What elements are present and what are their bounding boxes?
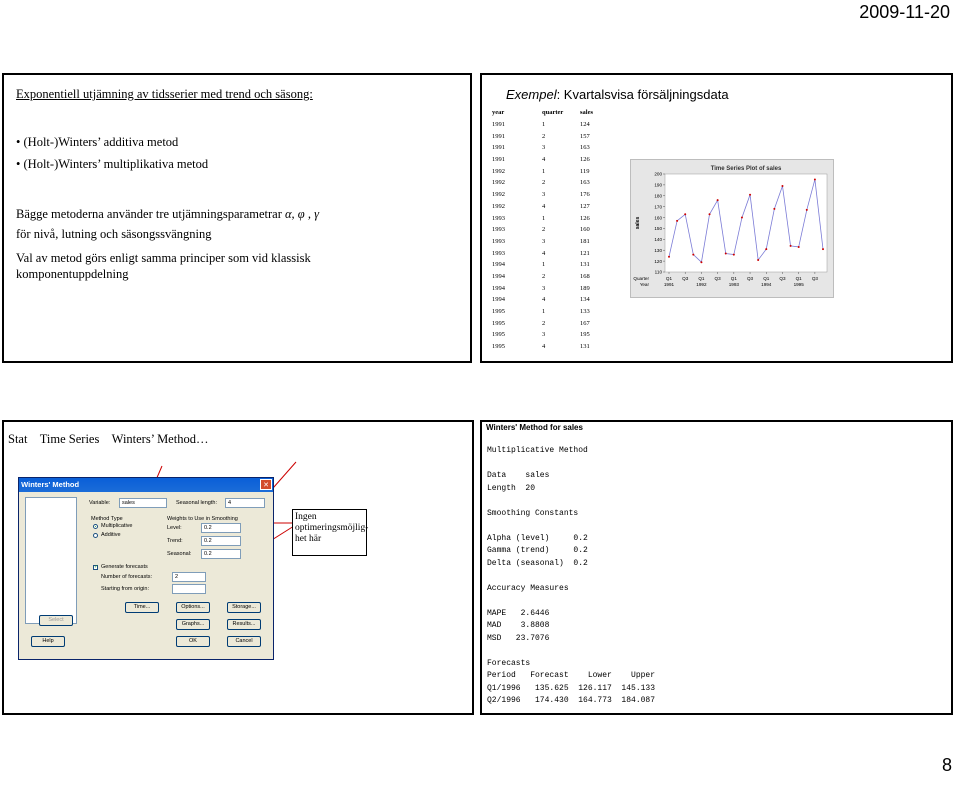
slide-2-title-text: : Kvartalsvisa försäljningsdata bbox=[556, 87, 729, 102]
sales-table bbox=[492, 107, 610, 352]
starting-origin-input[interactable] bbox=[172, 584, 206, 594]
options-button[interactable]: Options... bbox=[176, 602, 210, 613]
cell-quarter: 3 bbox=[542, 284, 546, 292]
cell-sales: 131 bbox=[580, 261, 590, 269]
table-row bbox=[492, 142, 610, 154]
cell-sales: 127 bbox=[580, 202, 590, 210]
slide-2 bbox=[480, 73, 953, 363]
cell-quarter: 2 bbox=[542, 179, 546, 187]
cell-quarter: 1 bbox=[542, 121, 546, 129]
cell-sales: 176 bbox=[580, 191, 590, 199]
level-label: Level: bbox=[167, 525, 182, 531]
y-tick-label: 130 bbox=[654, 247, 662, 253]
cell-quarter: 3 bbox=[542, 144, 546, 152]
cell-year: 1992 bbox=[492, 202, 505, 210]
cell-quarter: 4 bbox=[542, 343, 546, 351]
cell-quarter: 1 bbox=[542, 261, 546, 269]
time-series-chart bbox=[630, 159, 834, 298]
cell-sales: 133 bbox=[580, 308, 590, 316]
x-axis-label-quarter: Quarter bbox=[633, 276, 649, 281]
cell-quarter: 1 bbox=[542, 214, 546, 222]
radio-multiplicative[interactable] bbox=[93, 524, 98, 529]
data-point bbox=[757, 259, 759, 261]
y-tick-label: 200 bbox=[654, 171, 662, 177]
cell-sales: 160 bbox=[580, 226, 590, 234]
cell-year: 1992 bbox=[492, 179, 505, 187]
seasonal-label: Seasonal: bbox=[167, 551, 192, 557]
x-tick-label-year: 1994 bbox=[761, 282, 772, 287]
cell-quarter: 2 bbox=[542, 132, 546, 140]
data-point bbox=[692, 254, 694, 256]
multiplicative-label: Multiplicative bbox=[101, 523, 133, 529]
table-row bbox=[492, 165, 610, 177]
seasonal-length-input[interactable]: 4 bbox=[225, 498, 265, 508]
text-line: Val av metod görs enligt samma principer som vid klassisk bbox=[16, 251, 311, 265]
data-point bbox=[733, 254, 735, 256]
data-point bbox=[749, 194, 751, 196]
output-line bbox=[487, 520, 655, 533]
data-point bbox=[806, 209, 808, 211]
cell-sales: 163 bbox=[580, 179, 590, 187]
output-line: Forecasts bbox=[487, 658, 531, 668]
dialog-title: Winters' Method bbox=[21, 480, 80, 489]
cell-year: 1995 bbox=[492, 331, 505, 339]
table-row bbox=[492, 119, 610, 131]
cell-year: 1995 bbox=[492, 308, 505, 316]
num-forecasts-label: Number of forecasts: bbox=[101, 574, 153, 580]
x-tick-label-quarter: Q3 bbox=[779, 276, 786, 281]
data-point bbox=[773, 208, 775, 210]
cell-quarter: 4 bbox=[542, 156, 546, 164]
cell-sales: 157 bbox=[580, 132, 590, 140]
data-point bbox=[798, 246, 800, 248]
menu-time-series: Time Series bbox=[39, 432, 100, 446]
cell-year: 1991 bbox=[492, 156, 505, 164]
plot-area bbox=[665, 174, 827, 272]
slide-4 bbox=[480, 420, 953, 715]
table-row bbox=[492, 201, 610, 213]
output-line bbox=[487, 595, 655, 608]
x-tick-label-quarter: Q1 bbox=[730, 276, 737, 281]
table-row bbox=[492, 306, 610, 318]
cell-quarter: 3 bbox=[542, 331, 546, 339]
y-tick-label: 160 bbox=[654, 215, 662, 221]
weights-label: Weights to Use in Smoothing bbox=[167, 516, 238, 522]
cell-quarter: 4 bbox=[542, 296, 546, 304]
output-line: Q1/1996 135.625 126.117 145.133 bbox=[487, 683, 656, 693]
callout-line: optimeringsmöjlig- bbox=[295, 523, 369, 533]
graphs-button[interactable]: Graphs... bbox=[176, 619, 210, 630]
help-button[interactable]: Help bbox=[31, 636, 65, 647]
table-row bbox=[492, 154, 610, 166]
time-button[interactable]: Time... bbox=[125, 602, 159, 613]
x-tick-label-year: 1995 bbox=[793, 282, 804, 287]
cell-sales: 119 bbox=[580, 167, 590, 175]
cancel-button[interactable]: Cancel bbox=[227, 636, 261, 647]
dialog-titlebar bbox=[19, 478, 273, 492]
table-row bbox=[492, 130, 610, 142]
example-label: Exempel bbox=[506, 87, 557, 102]
trend-input[interactable]: 0.2 bbox=[201, 536, 241, 546]
y-tick-label: 140 bbox=[654, 237, 662, 243]
table-row bbox=[492, 329, 610, 341]
table-row bbox=[492, 271, 610, 283]
table-row bbox=[492, 317, 610, 329]
cell-sales: 189 bbox=[580, 284, 590, 292]
cell-sales: 163 bbox=[580, 144, 590, 152]
slide-1-title: Exponentiell utjämning av tidsserier med trend och säsong: bbox=[16, 87, 313, 101]
results-button[interactable]: Results... bbox=[227, 619, 261, 630]
cell-sales: 168 bbox=[580, 272, 590, 280]
menu-winters-method: Winters’ Method… bbox=[111, 432, 209, 446]
col-header-quarter: quarter bbox=[542, 109, 564, 117]
cell-year: 1991 bbox=[492, 132, 505, 140]
cell-quarter: 4 bbox=[542, 249, 546, 257]
ok-button[interactable]: OK bbox=[176, 636, 210, 647]
data-point bbox=[709, 213, 711, 215]
cell-sales: 195 bbox=[580, 331, 590, 339]
output-line: Multiplicative Method bbox=[487, 446, 588, 455]
variable-label: Variable: bbox=[89, 500, 111, 506]
table-row bbox=[492, 282, 610, 294]
data-point bbox=[700, 261, 702, 263]
data-point bbox=[676, 220, 678, 222]
data-point bbox=[822, 248, 824, 250]
starting-origin-label: Starting from origin: bbox=[101, 586, 149, 592]
close-icon[interactable]: ✕ bbox=[260, 479, 272, 490]
cell-year: 1993 bbox=[492, 226, 505, 234]
cell-year: 1991 bbox=[492, 144, 505, 152]
variables-list[interactable] bbox=[25, 497, 77, 624]
data-point bbox=[668, 256, 670, 258]
slide-2-title bbox=[506, 87, 729, 102]
y-tick-label: 180 bbox=[654, 193, 662, 199]
output-line: Data sales bbox=[487, 471, 550, 480]
cell-year: 1994 bbox=[492, 284, 505, 292]
cell-sales: 131 bbox=[580, 343, 590, 351]
data-point bbox=[790, 245, 792, 247]
x-tick-label-quarter: Q3 bbox=[746, 276, 754, 281]
data-point bbox=[765, 248, 767, 250]
output-line: MSD 23.7076 bbox=[487, 633, 550, 643]
storage-button[interactable]: Storage... bbox=[227, 602, 261, 613]
output-line bbox=[487, 645, 655, 658]
page-number: 8 bbox=[941, 755, 952, 775]
table-row bbox=[492, 341, 610, 353]
y-tick-label: 150 bbox=[654, 226, 662, 232]
table-row bbox=[492, 259, 610, 271]
generate-forecasts-label: Generate forecasts bbox=[101, 564, 148, 570]
method-type-label: Method Type bbox=[91, 516, 123, 522]
y-tick-label: 110 bbox=[654, 269, 662, 275]
text-line bbox=[16, 207, 319, 222]
output-line bbox=[487, 495, 655, 508]
cell-sales: 126 bbox=[580, 214, 590, 222]
cell-year: 1992 bbox=[492, 167, 505, 175]
variable-input[interactable]: sales bbox=[119, 498, 167, 508]
callout-note bbox=[292, 509, 367, 556]
output-line: Alpha (level) 0.2 bbox=[487, 533, 588, 543]
cell-sales: 121 bbox=[580, 249, 590, 257]
y-tick-label: 170 bbox=[654, 204, 662, 210]
output-line bbox=[487, 458, 655, 471]
bullet-text: (Holt-)Winters’ additiva metod bbox=[23, 135, 179, 149]
slide-1 bbox=[2, 73, 472, 363]
table-row bbox=[492, 189, 610, 201]
cell-quarter: 4 bbox=[542, 202, 546, 210]
data-point bbox=[814, 178, 816, 180]
x-tick-label-quarter: Q1 bbox=[665, 276, 673, 281]
col-header-sales: sales bbox=[580, 109, 593, 117]
seasonal-input[interactable]: 0.2 bbox=[201, 549, 241, 559]
y-tick-label: 190 bbox=[654, 182, 662, 188]
output-line: Delta (seasonal) 0.2 bbox=[487, 558, 588, 568]
x-tick-label-quarter: Q1 bbox=[795, 276, 802, 281]
chart-svg bbox=[631, 160, 833, 297]
cell-quarter: 2 bbox=[542, 226, 546, 234]
x-axis-label-year: Year bbox=[639, 282, 649, 287]
x-tick-label-quarter: Q1 bbox=[698, 276, 705, 281]
output-line: Period Forecast Lower Upper bbox=[487, 671, 656, 680]
output-text bbox=[487, 445, 655, 708]
trend-label: Trend: bbox=[167, 538, 183, 544]
cell-year: 1991 bbox=[492, 121, 505, 129]
seasonal-length-label: Seasonal length: bbox=[176, 500, 217, 506]
x-tick-label-year: 1992 bbox=[696, 282, 707, 287]
output-line bbox=[487, 570, 655, 583]
table-row bbox=[492, 247, 610, 259]
data-point bbox=[741, 217, 743, 219]
bullet-text: (Holt-)Winters’ multiplikativa metod bbox=[23, 157, 209, 171]
data-point bbox=[781, 185, 783, 187]
slide-3 bbox=[2, 420, 474, 715]
header-date: 2009-11-20 bbox=[859, 2, 950, 22]
cell-year: 1993 bbox=[492, 214, 505, 222]
parameters-text: Bägge metoderna använder tre utjämningsparametrar bbox=[16, 207, 282, 221]
table-header-row bbox=[492, 107, 610, 119]
winters-method-dialog bbox=[18, 477, 274, 660]
data-point bbox=[717, 199, 719, 201]
cell-sales: 134 bbox=[580, 296, 590, 304]
output-line: Smoothing Constants bbox=[487, 508, 579, 518]
generate-forecasts-checkbox[interactable]: ✓ bbox=[94, 565, 99, 570]
x-tick-label-quarter: Q1 bbox=[763, 276, 770, 281]
cell-quarter: 2 bbox=[542, 272, 546, 280]
table-row bbox=[492, 212, 610, 224]
output-line: Accuracy Measures bbox=[487, 583, 569, 593]
x-tick-label-year: 1991 bbox=[663, 282, 675, 287]
text-line: för nivå, lutning och säsongssvängning bbox=[16, 227, 212, 241]
radio-additive[interactable] bbox=[93, 533, 98, 538]
cell-year: 1992 bbox=[492, 191, 505, 199]
output-line: MAPE 2.6446 bbox=[487, 608, 550, 618]
cell-quarter: 3 bbox=[542, 237, 546, 245]
cell-quarter: 1 bbox=[542, 308, 546, 316]
output-title: Winters' Method for sales bbox=[486, 423, 583, 432]
data-point bbox=[725, 252, 727, 254]
table-row bbox=[492, 236, 610, 248]
output-line: Q2/1996 174.430 164.773 184.087 bbox=[487, 696, 656, 705]
cell-year: 1993 bbox=[492, 249, 505, 257]
x-tick-label-quarter: Q3 bbox=[811, 276, 818, 281]
cell-year: 1994 bbox=[492, 261, 505, 269]
cell-quarter: 3 bbox=[542, 191, 546, 199]
cell-year: 1993 bbox=[492, 237, 505, 245]
table-row bbox=[492, 224, 610, 236]
num-forecasts-input[interactable]: 2 bbox=[172, 572, 206, 582]
y-axis-label: sales bbox=[635, 216, 641, 230]
bullet-item: • (Holt-)Winters’ multiplikativa metod bbox=[16, 157, 209, 171]
cell-sales: 181 bbox=[580, 237, 590, 245]
cell-sales: 167 bbox=[580, 319, 590, 327]
x-tick-label-year: 1993 bbox=[728, 282, 739, 287]
cell-sales: 126 bbox=[580, 156, 590, 164]
x-tick-label-quarter: Q3 bbox=[714, 276, 721, 281]
select-button[interactable]: Select bbox=[39, 615, 73, 626]
data-point bbox=[684, 213, 686, 215]
callout-line: Ingen bbox=[295, 512, 317, 522]
cell-year: 1994 bbox=[492, 296, 505, 304]
output-line: Length 20 bbox=[487, 483, 536, 493]
x-tick-label-quarter: Q3 bbox=[682, 276, 689, 281]
output-line: Gamma (trend) 0.2 bbox=[487, 546, 588, 555]
cell-year: 1995 bbox=[492, 343, 505, 351]
additive-label: Additive bbox=[101, 532, 121, 538]
chart-title: Time Series Plot of sales bbox=[710, 166, 782, 172]
y-tick-label: 120 bbox=[654, 258, 662, 264]
table-row bbox=[492, 294, 610, 306]
bullet-item: • (Holt-)Winters’ additiva metod bbox=[16, 135, 179, 149]
menu-stat: Stat bbox=[8, 432, 28, 446]
table-row bbox=[492, 177, 610, 189]
col-header-year: year bbox=[492, 109, 505, 117]
cell-sales: 124 bbox=[580, 121, 590, 129]
text-line: komponentuppdelning bbox=[16, 267, 129, 281]
cell-quarter: 2 bbox=[542, 319, 546, 327]
callout-line: het här bbox=[295, 534, 322, 544]
cell-quarter: 1 bbox=[542, 167, 546, 175]
parameters-symbols: α, φ , γ bbox=[284, 207, 320, 221]
cell-year: 1994 bbox=[492, 272, 505, 280]
cell-year: 1995 bbox=[492, 319, 505, 327]
output-line: MAD 3.8808 bbox=[487, 621, 550, 630]
level-input[interactable]: 0.2 bbox=[201, 523, 241, 533]
